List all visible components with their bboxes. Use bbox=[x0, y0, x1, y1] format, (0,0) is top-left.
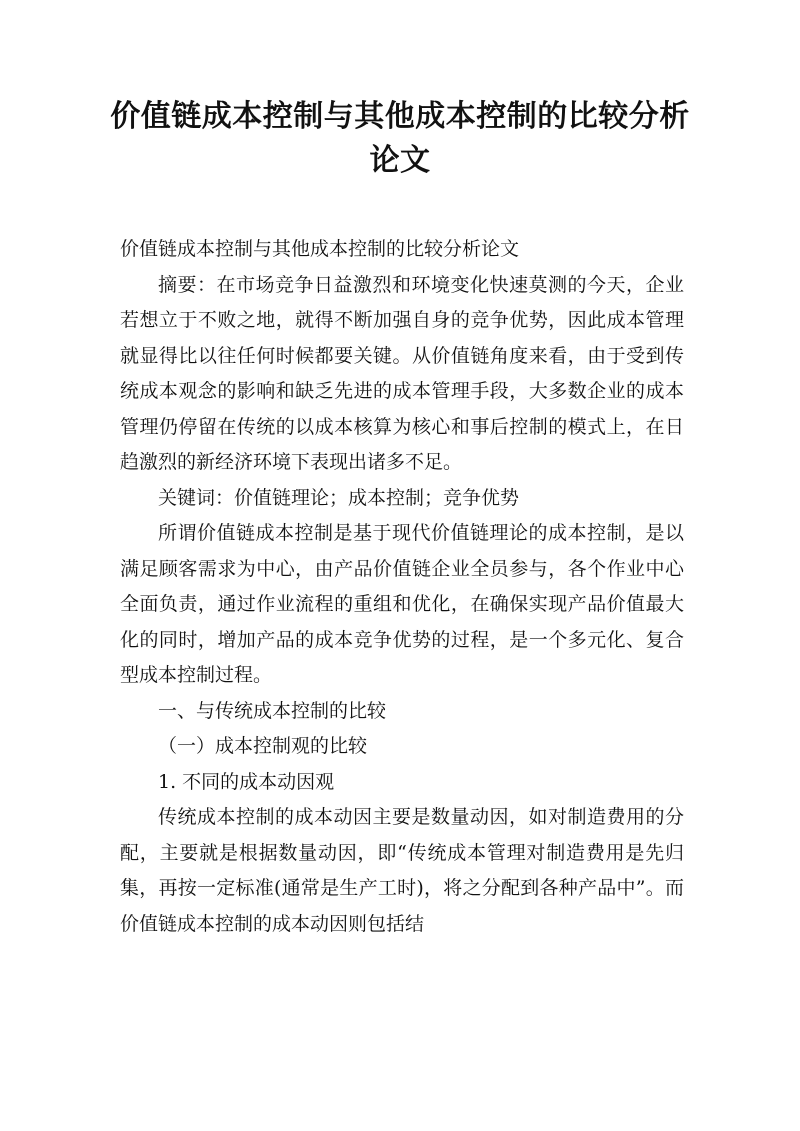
document-title: 价值链成本控制与其他成本控制的比较分析论文 bbox=[110, 99, 690, 178]
subsubsection-heading: 1. 不同的成本动因观 bbox=[158, 770, 335, 793]
document-body bbox=[120, 232, 684, 942]
paragraph-keywords: 关键词：价值链理论；成本控制；竞争优势 bbox=[158, 486, 520, 509]
subsection-heading: （一）成本控制观的比较 bbox=[158, 735, 368, 757]
paragraph-heading: 价值链成本控制与其他成本控制的比较分析论文 bbox=[120, 238, 520, 260]
paragraph-definition: 所谓价值链成本控制是基于现代价值链理论的成本控制，是以满足顾客需求为中心，由产品价值链企业全员参与，各个作业中心全面负责，通过作业流程的重组和优化，在确保实现产品价值最大化的同时，增加产品的成本竞争优势的过程，是一个多元化、复合型成本控制过程。 bbox=[120, 522, 684, 686]
paragraph-cost-driver: 传统成本控制的成本动因主要是数量动因，如对制造费用的分配，主要就是根据数量动因，即“传统成本管理对制造费用是先归集，再按一定标准(通常是生产工时)，将之分配到各种产品中”。而价值链成本控制的成本动因则包括结 bbox=[120, 806, 684, 935]
paragraph-abstract: 摘要：在市场竞争日益激烈和环境变化快速莫测的今天，企业若想立于不败之地，就得不断加强自身的竞争优势，因此成本管理就显得比以往任何时候都要关键。从价值链角度来看，由于受到传统成本观念的影响和缺乏先进的成本管理手段，大多数企业的成本管理仍停留在传统的以成本核算为核心和事后控制的模式上，在日趋激烈的新经济环境下表现出诸多不足。 bbox=[120, 273, 684, 473]
section-heading: 一、与传统成本控制的比较 bbox=[158, 699, 387, 722]
